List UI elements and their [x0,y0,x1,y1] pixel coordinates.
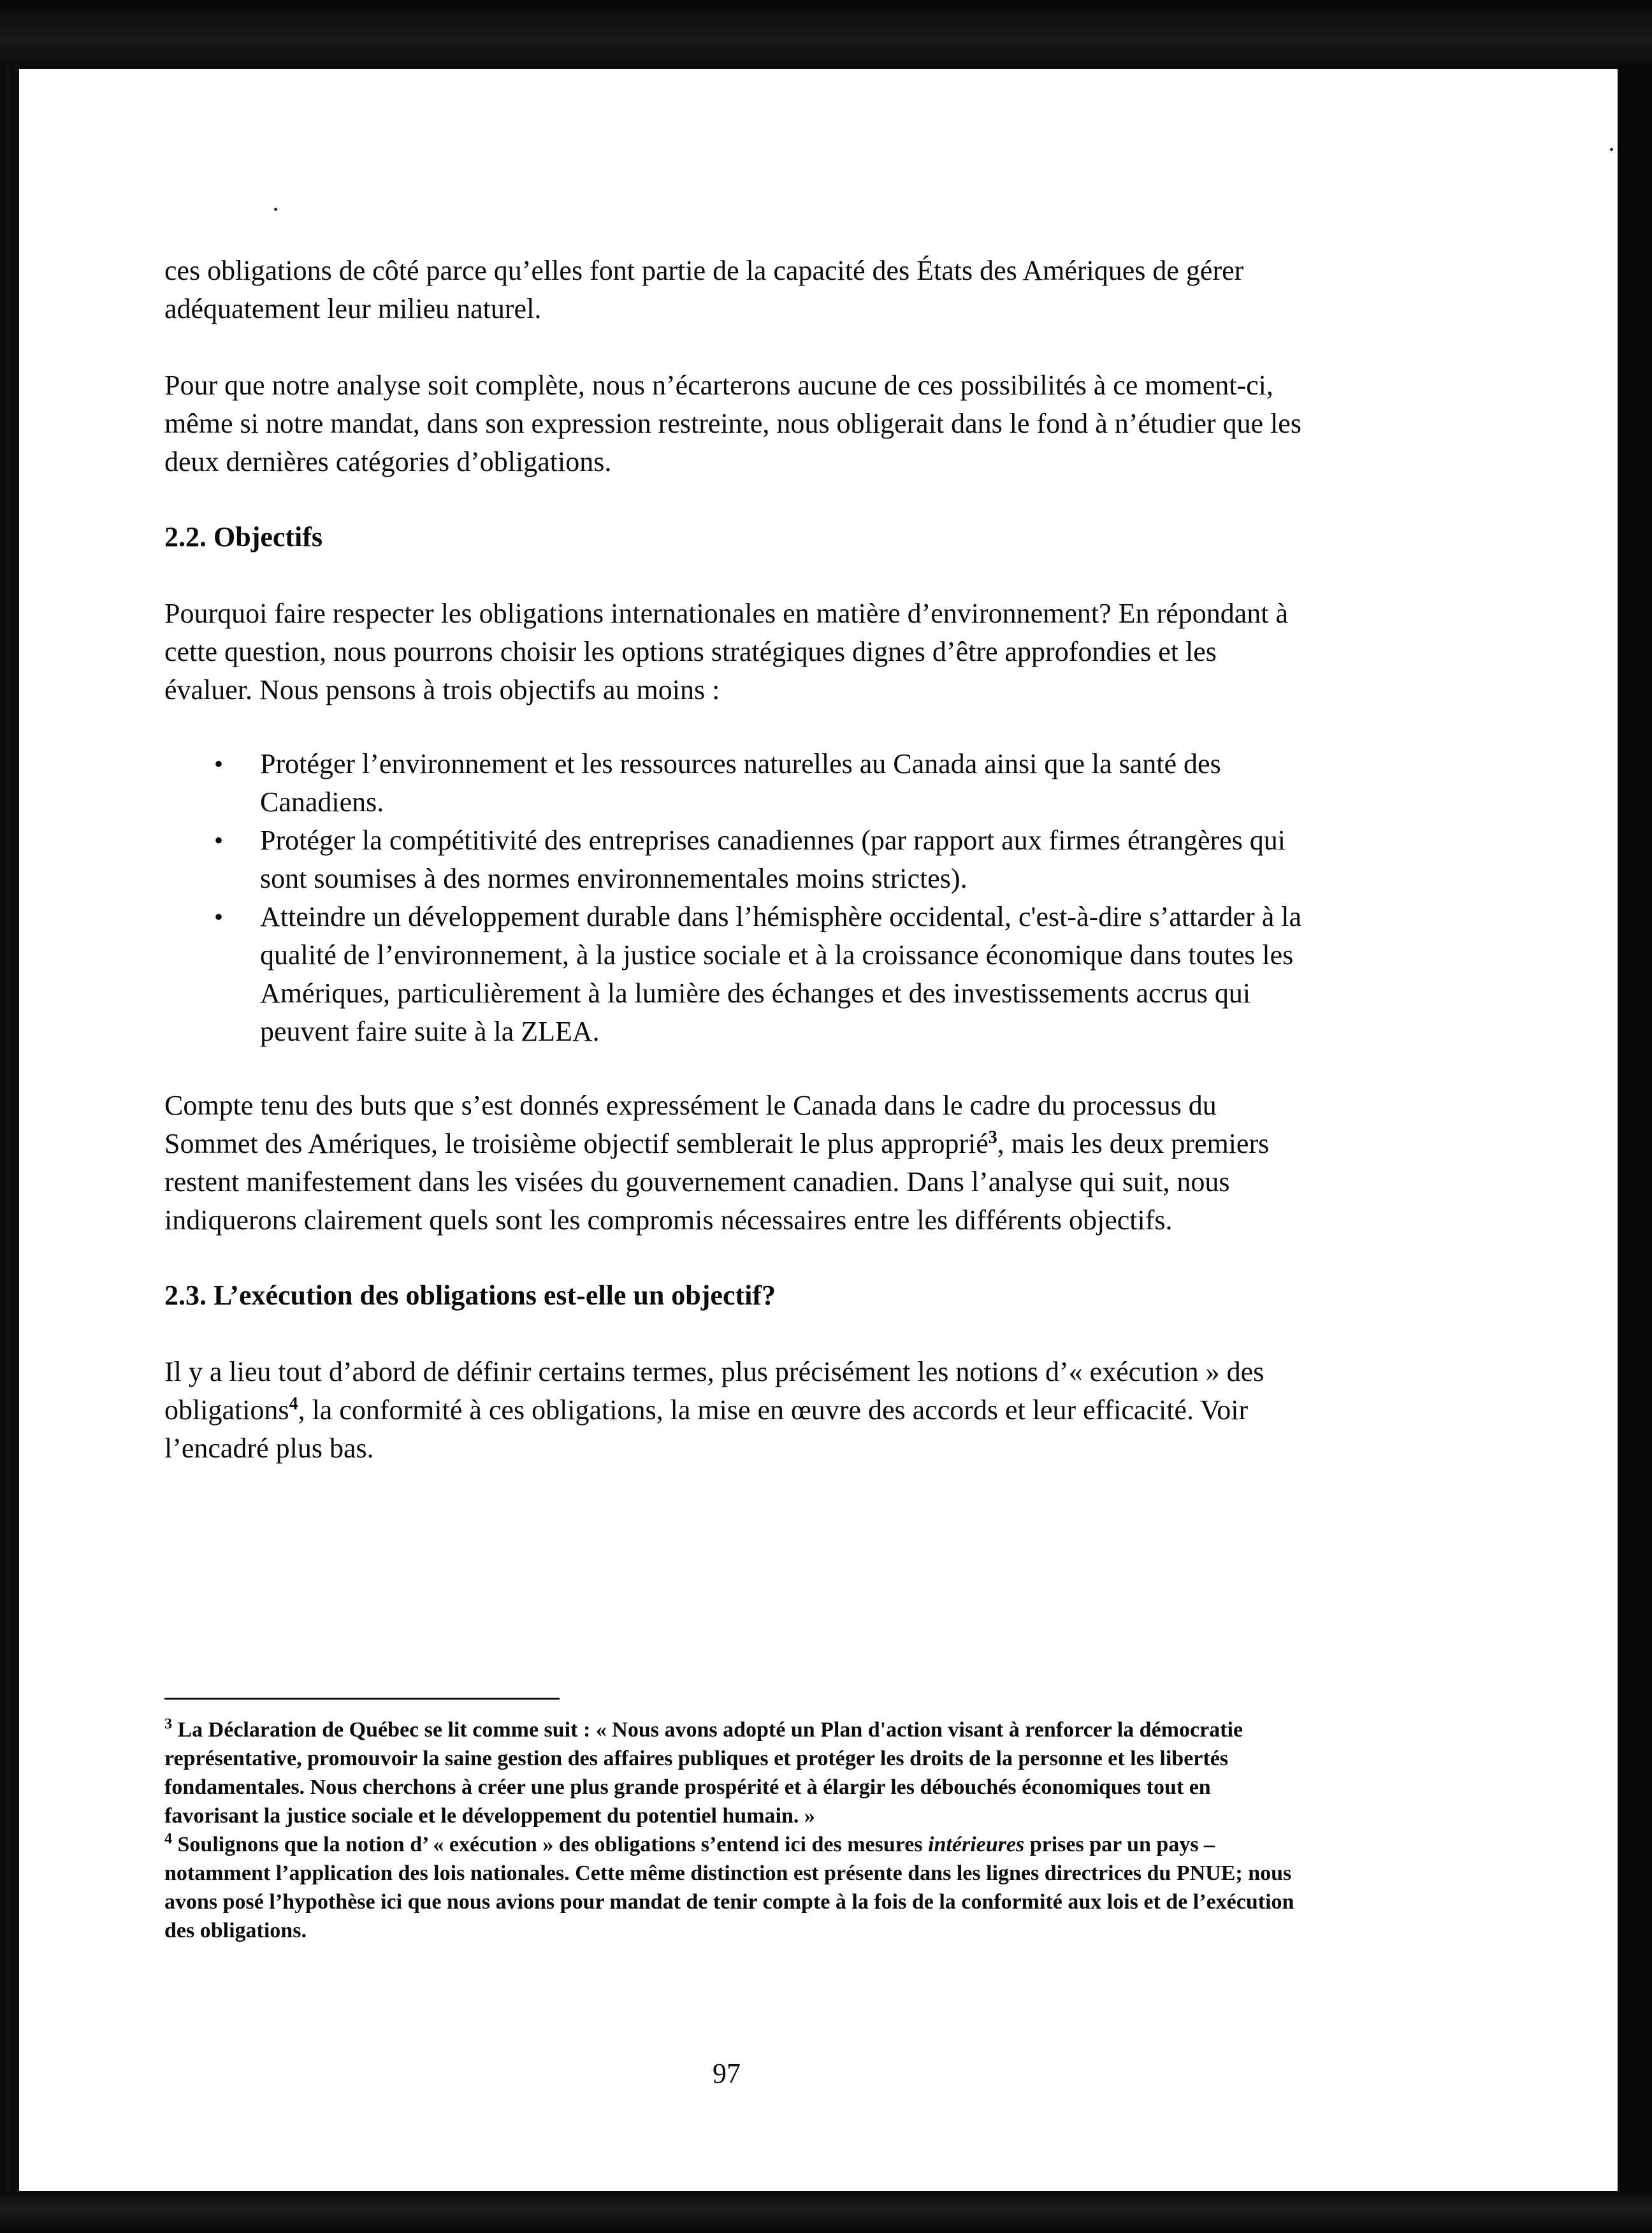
footnote-number: 3 [164,1716,172,1733]
paragraph-text: Il y a lieu tout d’abord de définir certains termes, plus précisément les notions d’« exécution » des obligations [164,1356,1264,1426]
footnote-text: La Déclaration de Québec se lit comme suit : « Nous avons adopté un Plan d'action visant à renforcer la démocratie représentative, promouvoir la saine gestion des affaires publiques et protéger les droits de la personne et les libertés fondamentales. Nous cherchons à créer une plus grande prospérité et à élargir les débouchés économiques tout en favorisant la justice sociale et le développement du potentiel humain. » [164,1718,1243,1828]
list-item-text: Protéger l’environnement et les ressources naturelles au Canada ainsi que la santé des Canadiens. [260,748,1221,818]
paragraph-text: Compte tenu des buts que s’est donnés expressément le Canada dans le cadre du processus du Sommet des Amériques, le troisième objectif semblerait le plus approprié [164,1090,1217,1159]
footnote-emphasis: intérieures [928,1833,1025,1856]
bullet-icon: • [214,902,224,931]
list-item-text: Atteindre un développement durable dans l’hémisphère occidental, c'est-à-dire s’attarder à la qualité de l’environnement, à la justice sociale et à la croissance économique dans toutes les Amériques, particulièrement à la lumière des échanges et des investissements accrus qui peuvent faire suite à la ZLEA. [260,901,1301,1047]
footnote-ref-3[interactable]: 3 [988,1127,997,1148]
scan-speck [1610,148,1613,151]
footnote-text: Soulignons que la notion d’ « exécution » des obligations s’entend ici des mesures [172,1833,929,1856]
list-item [164,898,1305,1051]
page-number: 97 [713,2058,741,2089]
footnote-ref-4[interactable]: 4 [289,1394,298,1414]
list-item [164,745,1305,821]
objectives-list [164,745,1305,1051]
scan-speck [274,208,277,211]
footnote-4 [164,1830,1305,1945]
list-item [164,821,1305,898]
footnote-separator [164,1698,560,1700]
paragraph-intro: ces obligations de côté parce qu’elles font partie de la capacité des États des Amériques de gérer adéquatement leur milieu naturel. [164,255,1244,324]
footnote-number: 4 [164,1830,172,1847]
footnote-3 [164,1716,1305,1830]
footnotes [164,1716,1305,1945]
paragraph-why-enforce: Pourquoi faire respecter les obligations internationales en matière d’environnement? En répondant à cette question, nous pourrons choisir les options stratégiques dignes d’être approfondies et les évaluer. Nous pensons à trois objectifs au moins : [164,598,1289,705]
bullet-icon: • [214,826,224,855]
scan-top-border [0,0,1652,70]
paragraph-canada-goals [164,1087,1305,1239]
paragraph-definitions [164,1353,1305,1468]
footnote-text: prises par un pays – notamment l’application des lois nationales. Cette même distinction est présente dans les lignes directrices du PNUE; nous avons posé l’hypothèse ici que nous avions pour mandat de tenir compte à la fois de la conformité aux lois et de l’exécution des obligations. [164,1833,1294,1942]
scan-bottom-border [0,2192,1652,2233]
list-item-text: Protéger la compétitivité des entreprises canadiennes (par rapport aux firmes étrangères qui sont soumises à des normes environnementales moins strictes). [260,825,1286,894]
bullet-icon: • [214,749,224,778]
scan-right-border [1618,64,1652,2192]
paragraph-text: , mais les deux premiers restent manifestement dans les visées du gouvernement canadien. Dans l’analyse qui suit, nous indiquerons clairement quels sont les compromis nécessaires entre les différents objectifs. [164,1128,1270,1236]
binding-shadow-line [6,64,10,2192]
binding-shadow-line [15,64,17,2192]
paragraph-text: , la conformité à ces obligations, la mise en œuvre des accords et leur efficacité. Voir l’encadré plus bas. [164,1394,1249,1464]
section-heading-execution: 2.3. L’exécution des obligations est-elle un objectif? [164,1280,776,1311]
paragraph-analysis-scope: Pour que notre analyse soit complète, nous n’écarterons aucune de ces possibilités à ce moment-ci, même si notre mandat, dans son expression restreinte, nous obligerait dans le fond à n’étudier que les deux dernières catégories d’obligations. [164,370,1301,477]
body-text [164,252,1305,1468]
section-heading-objectifs: 2.2. Objectifs [164,521,323,553]
